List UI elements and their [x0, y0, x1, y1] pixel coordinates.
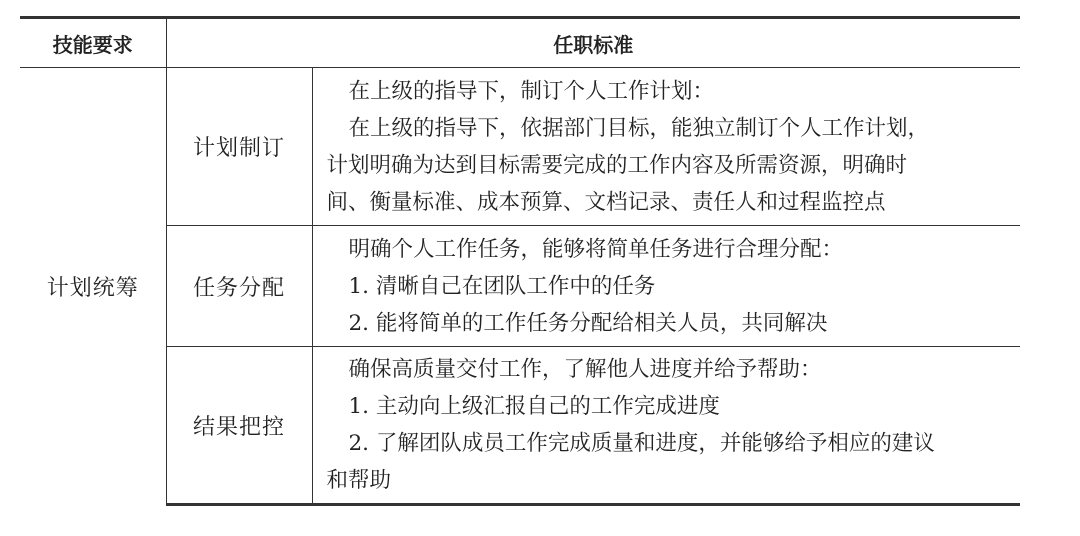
table-row: [20, 68, 1020, 226]
table-body: [20, 68, 1020, 505]
standard-line: 1. 主动向上级汇报自己的工作完成进度: [348, 394, 720, 419]
header-job-standard: 任职标准: [166, 18, 1020, 68]
standard-cell: [312, 226, 1020, 347]
standard-cell: [312, 347, 1020, 505]
standard-line: 间、衡量标准、成本预算、文档记录、责任人和过程监控点: [326, 189, 886, 215]
table-header: [20, 18, 1020, 68]
standard-line: 确保高质量交付工作，了解他人进度并给予帮助：: [348, 357, 822, 382]
standard-line: 2. 了解团队成员工作完成质量和进度，并能够给予相应的建议: [348, 431, 935, 456]
standard-line: 计划明确为达到目标需要完成的工作内容及所需资源，明确时: [326, 152, 908, 178]
table-row: [20, 226, 1020, 347]
standard-cell: [312, 68, 1020, 226]
subskill-cell: 结果把控: [166, 347, 312, 505]
header-row: [20, 18, 1020, 68]
standard-line: 和帮助: [326, 468, 392, 493]
standard-line: 在上级的指导下，制订个人工作计划：: [348, 78, 715, 104]
standard-line: 1. 清晰自己在团队工作中的任务: [348, 273, 656, 299]
skill-standards-table: [20, 16, 1020, 506]
header-skill-requirement: 技能要求: [20, 18, 166, 68]
table-row: [20, 347, 1020, 505]
standard-line: 在上级的指导下，依据部门目标，能独立制订个人工作计划，: [348, 115, 930, 141]
subskill-cell: 任务分配: [166, 226, 312, 347]
standard-line: 2. 能将简单的工作任务分配给相关人员，共同解决: [348, 310, 828, 336]
subskill-cell: 计划制订: [166, 68, 312, 226]
standard-line: 明确个人工作任务，能够将简单任务进行合理分配：: [348, 236, 844, 262]
category-cell: 计划统筹: [20, 68, 166, 505]
